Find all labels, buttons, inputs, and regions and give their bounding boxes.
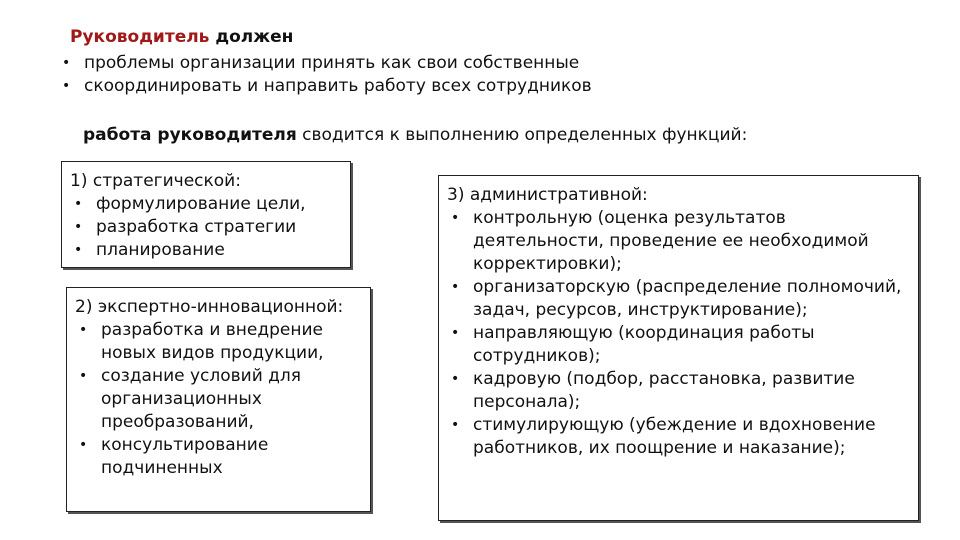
list-item: • создание условий для организационных преобразований, [75,365,360,434]
title-rest: должен [209,27,294,47]
list-item: • разработка стратегии [70,216,340,239]
list-item: • скоординировать и направить работу всех сотрудников [58,75,592,98]
list-item: • разработка и внедрение новых видов продукции, [75,319,360,365]
administrative-function-box [438,175,919,521]
title-subject: Руководитель [70,27,210,47]
list-item: • контрольную (оценка результатов деятельности, проведение ее необходимой корректировки); [447,207,908,276]
expert-innovation-function-box [66,287,371,512]
admin-list [447,207,908,460]
summary-rest: сводится к выполнению определенных функций: [296,125,748,145]
list-item: • проблемы организации принять как свои собственные [58,52,592,75]
strategic-function-box [61,161,351,268]
list-item: • консультирование подчиненных [75,434,360,480]
functions-summary [83,124,747,147]
list-item: • организаторскую (распределение полномочий, задач, ресурсов, инструктирование); [447,276,908,322]
list-item: • направляющую (координация работы сотрудников); [447,322,908,368]
list-item: • стимулирующую (убеждение и вдохновение работников, их поощрение и наказание); [447,414,908,460]
box-heading: 3) административной: [447,185,648,205]
box-heading: 1) стратегической: [70,171,241,191]
top-bullet-list [58,52,592,98]
expert-list [75,319,360,480]
list-item: • планирование [70,239,340,262]
summary-bold: работа руководителя [83,125,297,145]
strategic-list [70,193,340,262]
box-heading: 2) экспертно-инновационной: [75,297,344,317]
list-item: • кадровую (подбор, расстановка, развитие персонала); [447,368,908,414]
slide-title [70,26,293,49]
list-item: • формулирование цели, [70,193,340,216]
